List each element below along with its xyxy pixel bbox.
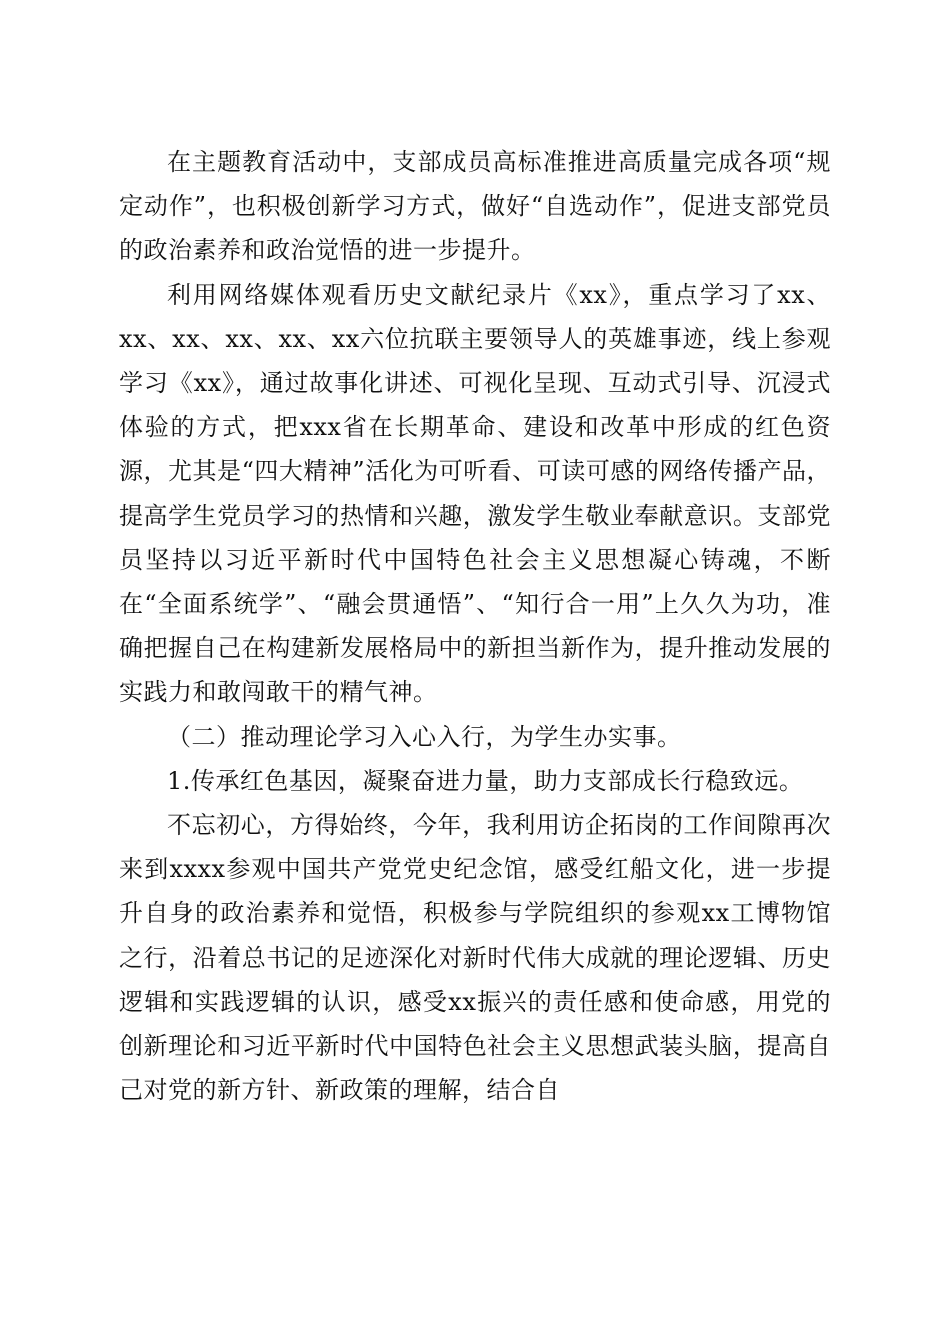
paragraph-theme-education: 在主题教育活动中，支部成员高标准推进高质量完成各项“规定动作”，也积极创新学习方式，做好“自选动作”，促进支部党员的政治素养和政治觉悟的进一步提升。: [119, 148, 831, 265]
section-heading: （二）推动理论学习入心入行，为学生办实事。: [167, 722, 682, 751]
document-body: [119, 140, 831, 1112]
subsection-heading: 1.传承红色基因，凝聚奋进力量，助力支部成长行稳致远。: [167, 766, 804, 795]
paragraph-red-gene: 不忘初心，方得始终，今年，我利用访企拓岗的工作间隙再次来到xxxx参观中国共产党党史纪念馆，感受红船文化，进一步提升自身的政治素养和觉悟，积极参与学院组织的参观xx工博物馆之行，沿着总书记的足迹深化对新时代伟大成就的理论逻辑、历史逻辑和实践逻辑的认识，感受xx振兴的责任感和使命感，用党的创新理论和习近平新时代中国特色社会主义思想武装头脑，提高自己对党的新方针、新政策的理解，结合自: [119, 811, 831, 1105]
paragraph-online-learning: 利用网络媒体观看历史文献纪录片《xx》，重点学习了xx、xx、xx、xx、xx、xx六位抗联主要领导人的英雄事迹，线上参观学习《xx》，通过故事化讲述、可视化呈现、互动式引导、沉浸式体验的方式，把xxx省在长期革命、建设和改革中形成的红色资源，尤其是“四大精神”活化为可听看、可读可感的网络传播产品，提高学生党员学习的热情和兴趣，激发学生敬业奉献意识。支部党员坚持以习近平新时代中国特色社会主义思想凝心铸魂，不断在“全面系统学”、“融会贯通悟”、“知行合一用”上久久为功，准确把握自己在构建新发展格局中的新担当新作为，提升推动发展的实践力和敢闯敢干的精气神。: [119, 280, 831, 707]
